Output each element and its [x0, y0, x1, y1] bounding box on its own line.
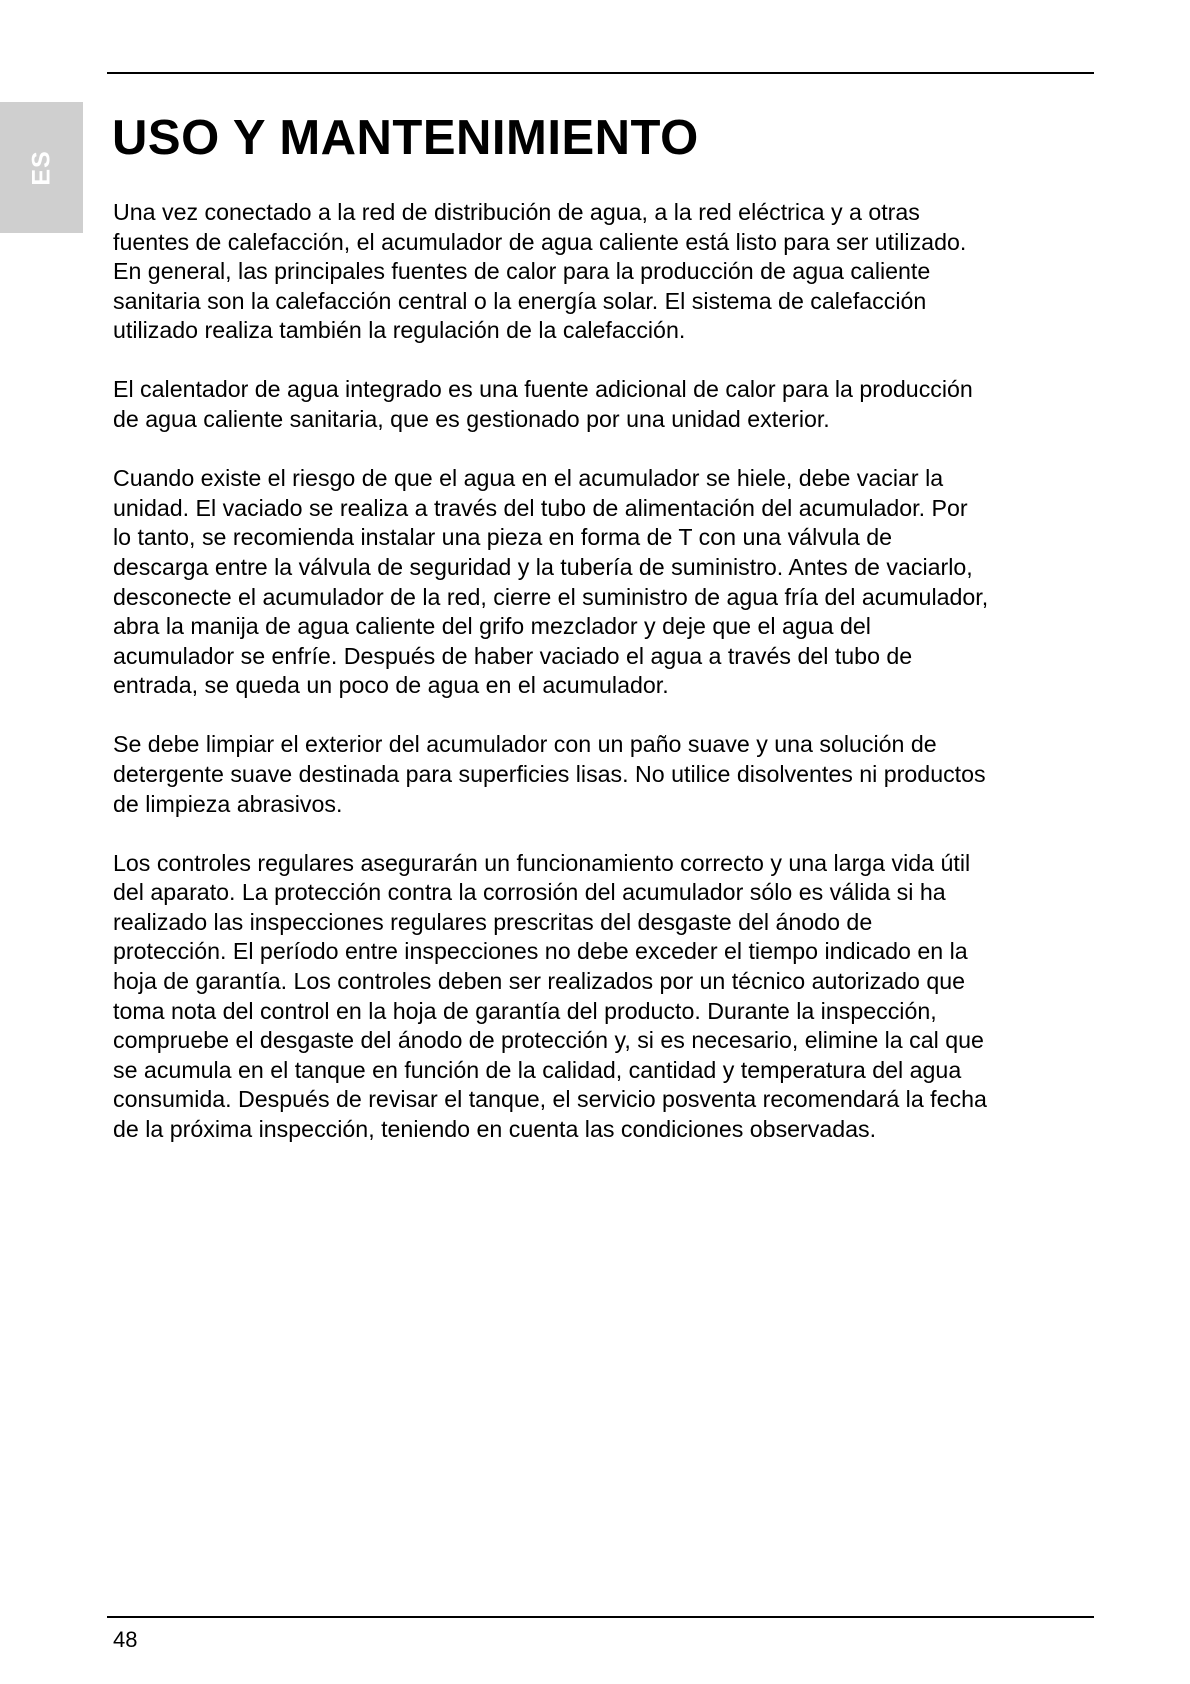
text-line: desconecte el acumulador de la red, cierre el suministro de agua fría del acumulador, [113, 583, 989, 610]
text-line: El calentador de agua integrado es una fuente adicional de calor para la producción [113, 376, 973, 403]
text-line: de limpieza abrasivos. [113, 790, 343, 817]
text-line: fuentes de calefacción, el acumulador de agua caliente está listo para ser utilizado. [113, 228, 967, 255]
text-line: toma nota del control en la hoja de garantía del producto. Durante la inspección, [113, 997, 937, 1024]
text-line: consumida. Después de revisar el tanque, el servicio posventa recomendará la fecha [113, 1086, 987, 1113]
text-line: abra la manija de agua caliente del grifo mezclador y deje que el agua del [113, 613, 871, 640]
paragraph-inspections [113, 849, 1097, 1145]
paragraph-cleaning [113, 730, 1097, 819]
text-line: Una vez conectado a la red de distribución de agua, a la red eléctrica y a otras [113, 199, 920, 225]
language-tab [0, 102, 83, 233]
bottom-rule [107, 1616, 1094, 1618]
text-line: En general, las principales fuentes de calor para la producción de agua caliente [113, 258, 931, 285]
text-line: de la próxima inspección, teniendo en cuenta las condiciones observadas. [113, 1116, 877, 1143]
text-line: acumulador se enfríe. Después de haber vaciado el agua a través del tubo de [113, 642, 913, 669]
text-line: protección. El período entre inspecciones no debe exceder el tiempo indicado en la [113, 938, 968, 965]
text-line: utilizado realiza también la regulación de la calefacción. [113, 317, 686, 344]
text-line: del aparato. La protección contra la corrosión del acumulador sólo es válida si ha [113, 879, 946, 906]
paragraph-intro [113, 198, 1097, 346]
body-text [113, 198, 1097, 1174]
text-line: unidad. El vaciado se realiza a través del tubo de alimentación del acumulador. Por [113, 494, 968, 521]
paragraph-draining [113, 464, 1097, 701]
text-line: detergente suave destinada para superficies lisas. No utilice disolventes ni productos [113, 761, 986, 787]
language-tab-label: ES [27, 149, 55, 186]
text-line: Se debe limpiar el exterior del acumulador con un paño suave y una solución de [113, 731, 937, 758]
text-line: lo tanto, se recomienda instalar una pieza en forma de T con una válvula de [113, 524, 892, 551]
text-line: Los controles regulares asegurarán un funcionamiento correcto y una larga vida útil [113, 849, 971, 876]
paragraph-heater [113, 375, 1097, 434]
text-line: sanitaria son la calefacción central o la energía solar. El sistema de calefacción [113, 287, 927, 314]
text-line: Cuando existe el riesgo de que el agua en el acumulador se hiele, debe vaciar la [113, 465, 944, 492]
text-line: descarga entre la válvula de seguridad y la tubería de suministro. Antes de vaciarlo, [113, 553, 973, 580]
text-line: entrada, se queda un poco de agua en el acumulador. [113, 672, 669, 699]
text-line: realizado las inspecciones regulares prescritas del desgaste del ánodo de [113, 908, 873, 935]
top-rule [107, 72, 1094, 74]
text-line: hoja de garantía. Los controles deben ser realizados por un técnico autorizado que [113, 968, 966, 995]
text-line: se acumula en el tanque en función de la calidad, cantidad y temperatura del agua [113, 1056, 962, 1083]
page-title: USO Y MANTENIMIENTO [112, 111, 699, 165]
text-line: compruebe el desgaste del ánodo de protección y, si es necesario, elimine la cal que [113, 1027, 984, 1054]
page-number: 48 [113, 1627, 138, 1652]
text-line: de agua caliente sanitaria, que es gestionado por una unidad exterior. [113, 406, 830, 433]
